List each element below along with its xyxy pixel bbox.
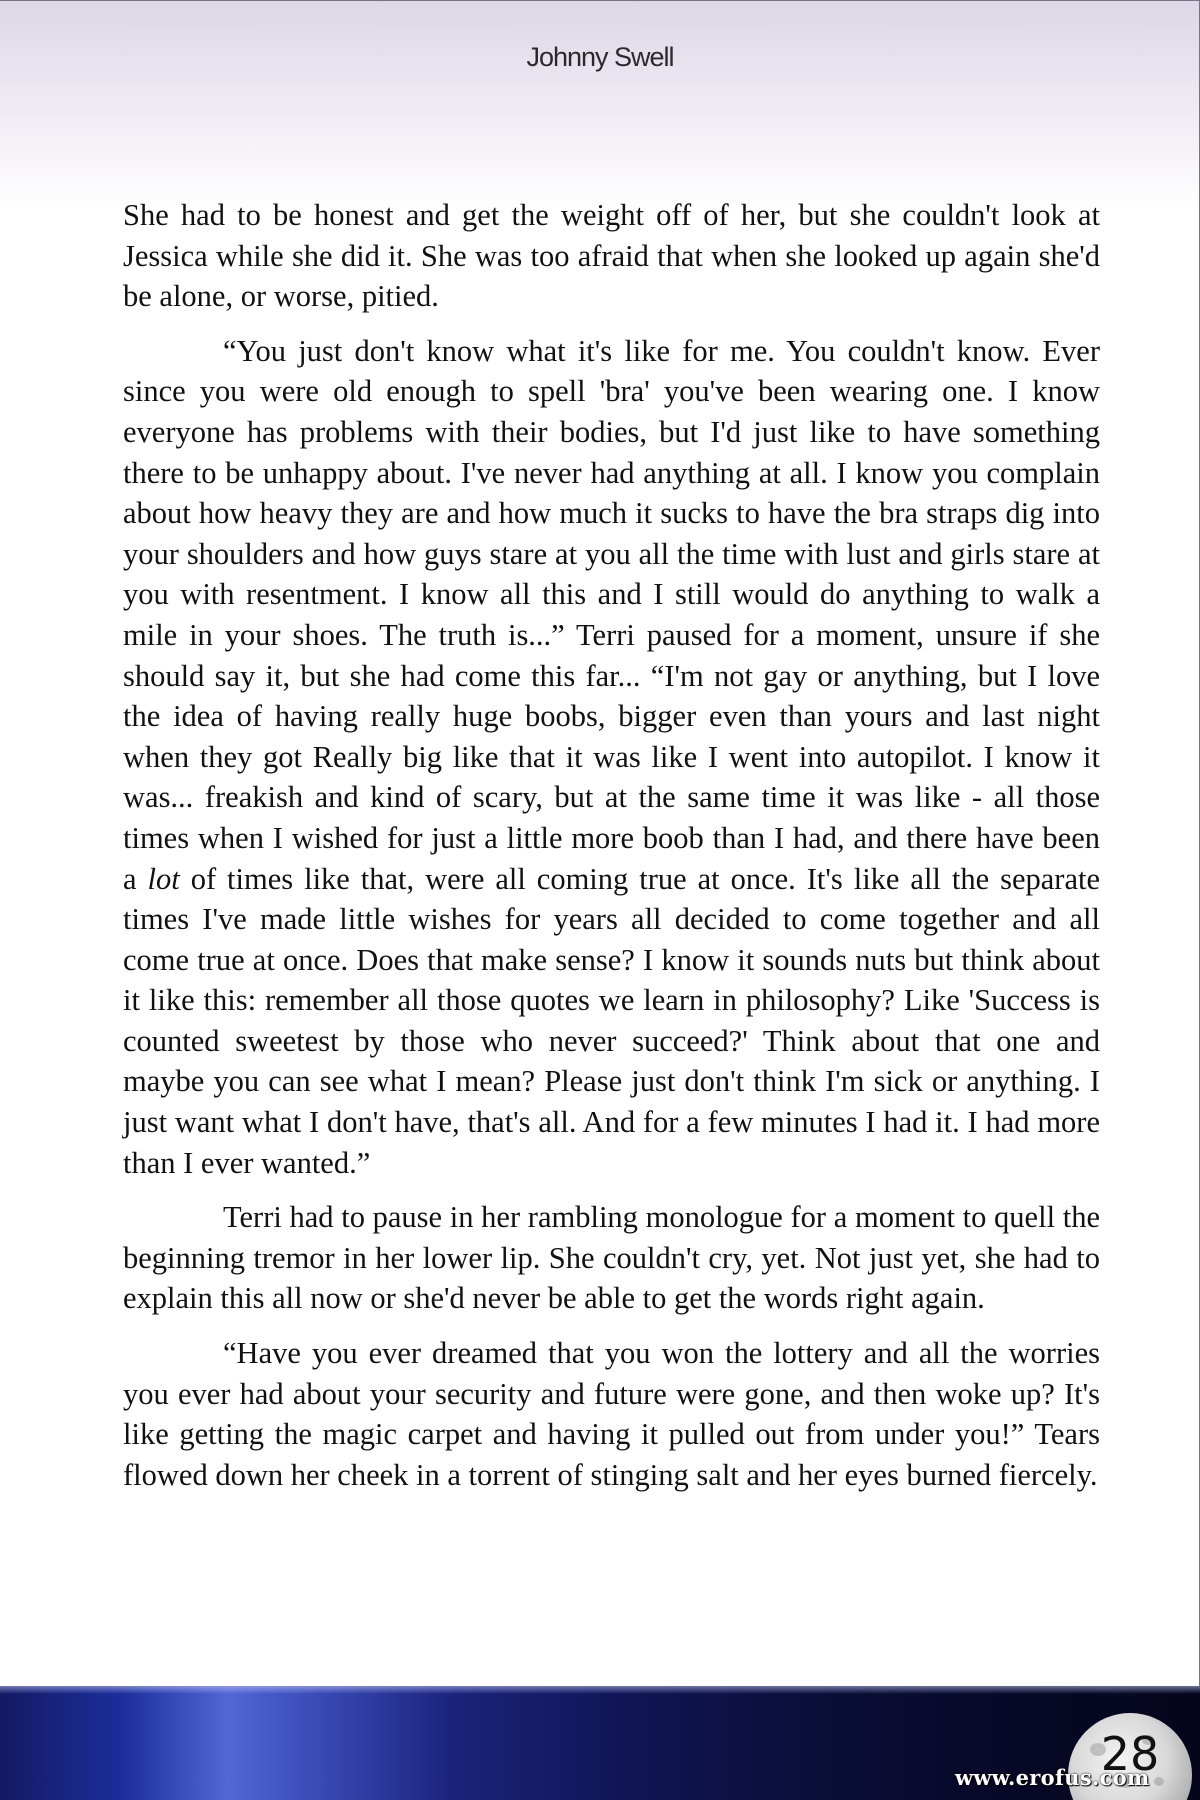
page-number: 28 [1100,1727,1160,1781]
footer-glow [0,1686,1200,1694]
paragraph-1: She had to be honest and get the weight off of her, but she couldn't look at Jessica while she did it. She was too afraid that when she looked up again she'd be alone, or worse, pitied. [123,198,1100,314]
paragraph-2-part-2: of times like that, were all coming true at once. It's like all the separate times I've made little wishes for years all decided to come together and all come true at once. Does that make sense? I know it sounds nuts but think about it like this: remember all those quotes we learn in philosophy? Like 'Success is counted sweetest by those who never succeed?' Think about that one and maybe you can see what I mean? Please just don't think I'm sick or anything. I just want what I don't have, that's all. And for a few minutes I had it. I had more than I ever wanted.” [123,861,1100,1180]
emphasis-lot: lot [147,861,180,896]
running-header-title: Johnny Swell [526,42,674,72]
watermark-link[interactable]: www.erofus.com [955,1765,1150,1790]
paragraph-3: Terri had to pause in her rambling monologue for a moment to quell the beginning tremor in her lower lip. She couldn't cry, yet. Not just yet, she had to explain this all now or she'd never be able to get the words right again. [123,1200,1100,1316]
body-text [123,195,1100,1509]
page-border-top [0,0,1200,1]
paragraph-2-part-1: “You just don't know what it's like for me. You couldn't know. Ever since you were old enough to spell 'bra' you've been wearing one. I know everyone has problems with their bodies, but I'd just like to have something there to be unhappy about. I've never had anything at all. I know you complain about how heavy they are and how much it sucks to have the bra straps dig into your shoulders and how guys stare at you all the time with lust and girls stare at you with resentment. I know all this and I still would do anything to walk a mile in your shoes. The truth is...” Terri paused for a moment, unsure if she should say it, but she had come this far... “I'm not gay or anything, but I love the idea of having really huge boobs, bigger even than yours and last night when they got Really big like that it was like I went into autopilot. I know it was... freakish and kind of scary, but at the same time it was like - all those times when I wished for just a little more boob than I had, and there have been a [123,333,1100,896]
paragraph-4: “Have you ever dreamed that you won the lottery and all the worries you ever had about your security and future were gone, and then woke up? It's like getting the magic carpet and having it pulled out from under you!” Tears flowed down her cheek in a torrent of stinging salt and her eyes burned fiercely. [123,1336,1100,1492]
paragraph-2 [123,331,1100,1183]
